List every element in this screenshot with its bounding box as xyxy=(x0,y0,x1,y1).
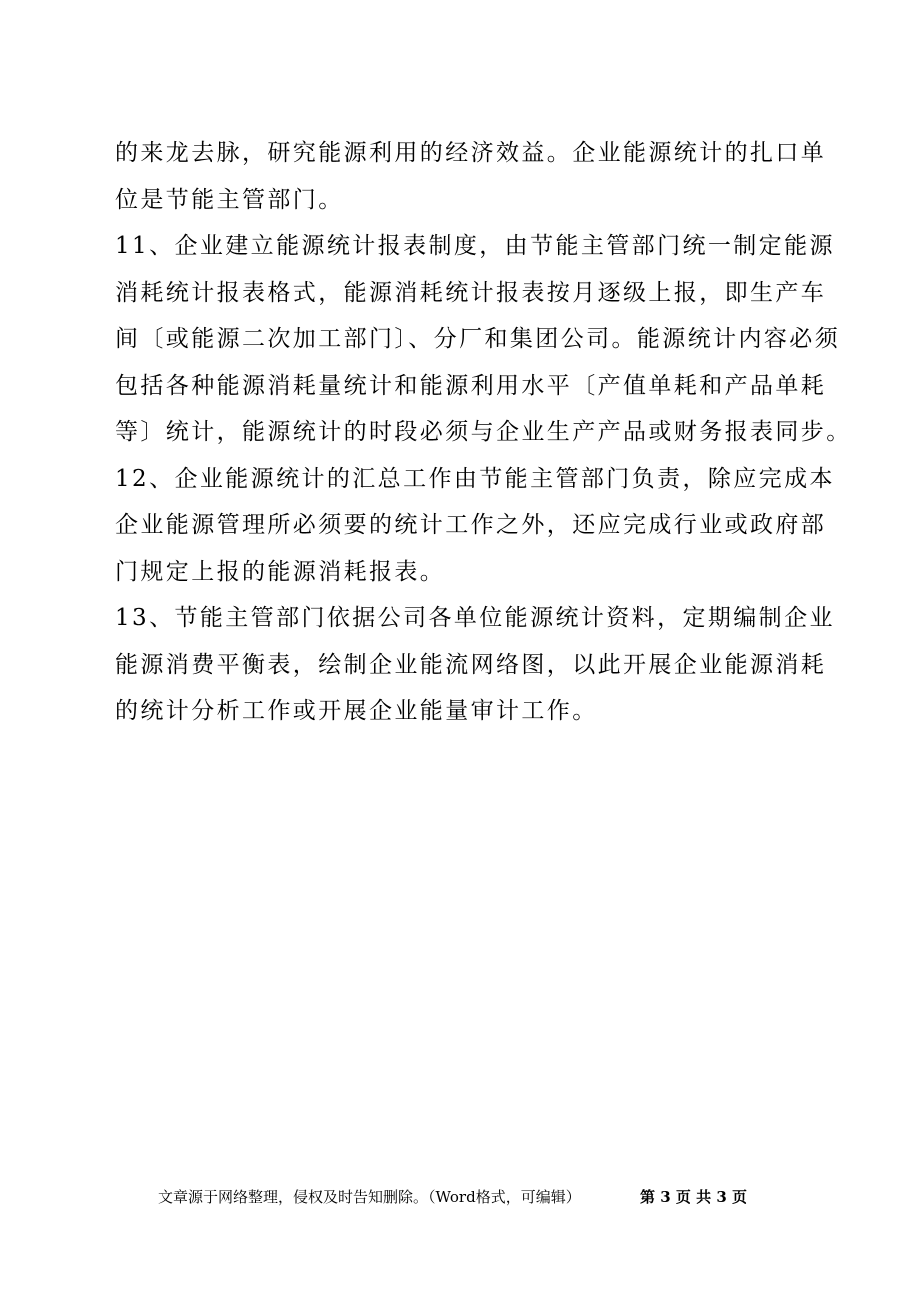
text-line: 位是节能主管部门。 xyxy=(115,186,344,213)
text-line: 企业能源管理所必须要的统计工作之外，还应完成行业或政府部 xyxy=(115,512,827,538)
text-line: 等〕统计，能源统计的时段必须与企业生产产品或财务报表同步。 xyxy=(115,419,852,445)
text-line: 门规定上报的能源消耗报表。 xyxy=(115,558,446,585)
text-line: 能源消费平衡表，绘制企业能流网络图，以此开展企业能源消耗 xyxy=(115,651,827,678)
text-line: 的来龙去脉，研究能源利用的经济效益。企业能源统计的扎口单 xyxy=(115,140,827,166)
text-line: 包括各种能源消耗量统计和能源利用水平〔产值单耗和产品单耗 xyxy=(115,372,827,399)
document-body xyxy=(115,130,852,735)
text-line: 12、企业能源统计的汇总工作由节能主管部门负责，除应完成本 xyxy=(115,465,835,492)
page-number: 第 3 页 共 3 页 xyxy=(640,1188,747,1206)
text-line: 间〔或能源二次加工部门〕、分厂和集团公司。能源统计内容必须 xyxy=(115,326,841,352)
text-line: 13、节能主管部门依据公司各单位能源统计资料，定期编制企业 xyxy=(115,605,835,631)
text-line: 消耗统计报表格式，能源消耗统计报表按月逐级上报，即生产车 xyxy=(115,279,827,306)
footer-note: 文章源于网络整理，侵权及时告知删除。（Word格式，可编辑） xyxy=(158,1188,581,1206)
text-line: 11、企业建立能源统计报表制度，由节能主管部门统一制定能源 xyxy=(115,233,835,259)
text-line: 的统计分析工作或开展企业能量审计工作。 xyxy=(115,698,598,724)
